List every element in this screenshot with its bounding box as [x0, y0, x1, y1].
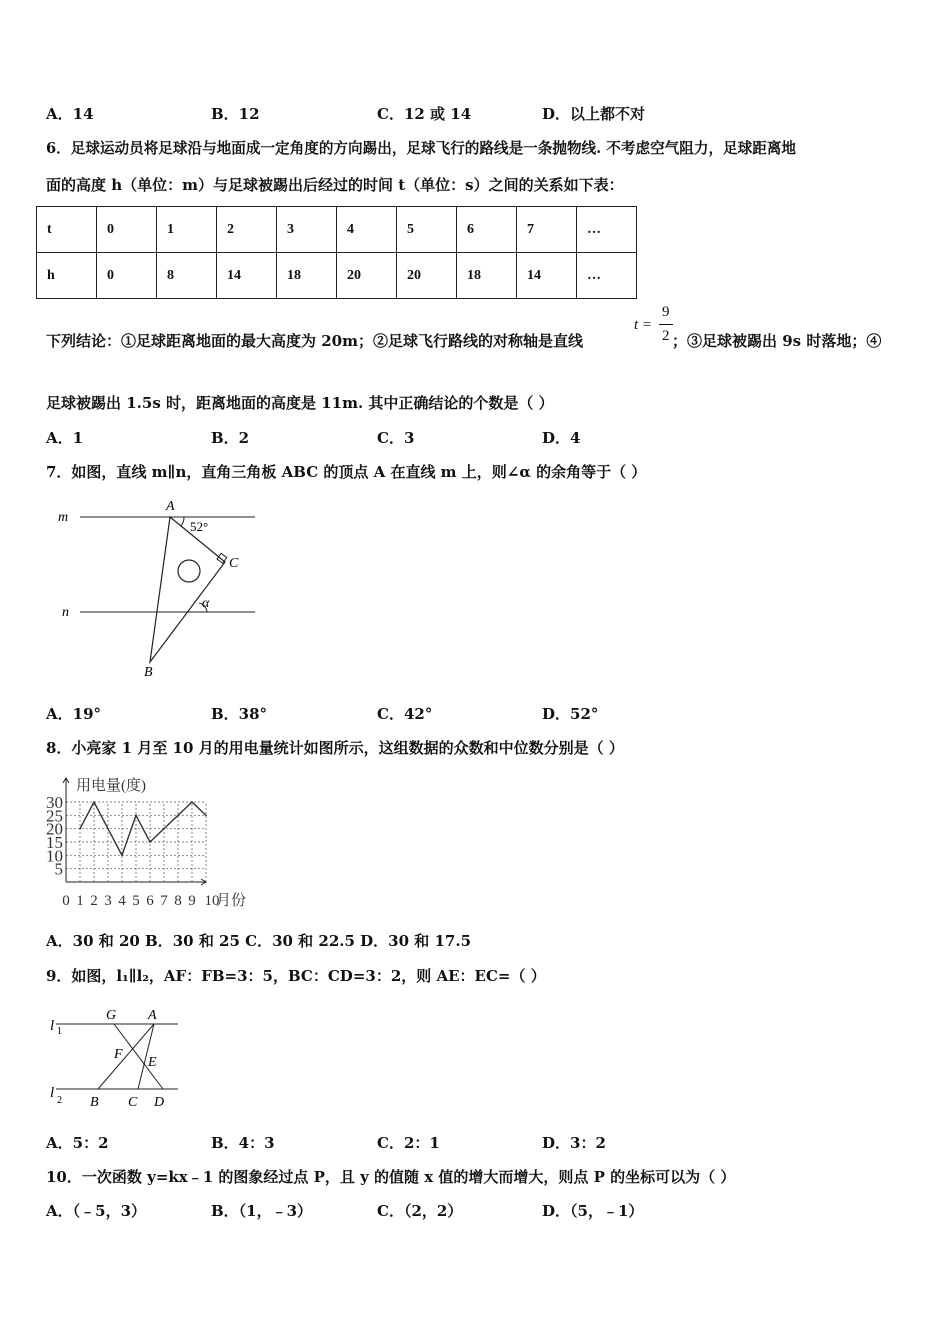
q7-option-c: C．42° [377, 705, 433, 723]
q5-option-d: D．以上都不对 [542, 105, 646, 123]
table-cell: 0 [97, 207, 157, 253]
x-tick-label: 4 [118, 893, 126, 909]
x-tick-label: 5 [132, 893, 140, 909]
x-axis-label: 月份 [216, 893, 247, 909]
data-point [177, 815, 179, 817]
q6-stem-line4: 足球被踢出 1.5s 时，距离地面的高度是 11m. 其中正确结论的个数是（ ） [46, 394, 554, 412]
table-cell: t [37, 207, 97, 253]
q10-stem: 10．一次函数 y=kx﹣1 的图象经过点 P，且 y 的值随 x 值的增大而增大，则点 P 的坐标可以为（ ） [46, 1168, 736, 1186]
table-cell: 8 [157, 253, 217, 299]
q7-triangle-figure [50, 492, 270, 682]
q9-option-c: C．2：1 [377, 1134, 440, 1152]
y-tick-label: 25 [46, 806, 63, 826]
label-d: D [154, 1095, 165, 1110]
y-tick-label: 10 [46, 846, 63, 866]
triangle-abc [150, 517, 225, 662]
label-m: m [58, 510, 69, 525]
data-point [135, 815, 137, 817]
label-a: A [148, 1008, 157, 1023]
label-n: n [62, 605, 69, 620]
data-point [191, 801, 193, 803]
q9-option-b: B．4：3 [211, 1134, 275, 1152]
label-b: B [90, 1095, 99, 1110]
table-row-h [37, 253, 637, 299]
table-cell: … [577, 253, 637, 299]
label-a: A [166, 499, 175, 514]
data-point [79, 828, 81, 830]
angle-52-arc [181, 517, 184, 526]
q8-stem: 8．小亮家 1 月至 10 月的用电量统计如图所示，这组数据的众数和中位数分别是（ ） [46, 739, 624, 757]
label-52-degrees: 52° [190, 519, 209, 534]
data-point [149, 841, 151, 843]
q7-option-a: A．19° [46, 705, 102, 723]
table-cell: 20 [397, 253, 457, 299]
q6-stem-line2: 面的高度 h（单位：m）与足球被踢出后经过的时间 t（单位：s）之间的关系如下表： [46, 176, 624, 194]
x-tick-label: 2 [90, 893, 98, 909]
table-cell: 20 [337, 253, 397, 299]
q6-option-a: A．1 [46, 429, 84, 447]
x-tick-label: 3 [104, 893, 112, 909]
table-cell: 3 [277, 207, 337, 253]
table-cell: 4 [337, 207, 397, 253]
x-tick-label: 7 [160, 893, 168, 909]
q10-option-a: A．（﹣5，3） [46, 1202, 147, 1220]
data-point [163, 828, 165, 830]
q5-option-c: C．12 或 14 [377, 105, 472, 123]
q6-stem-line3a: 下列结论：①足球距离地面的最大高度为 20m；②足球飞行路线的对称轴是直线 [46, 332, 583, 350]
q6-table [36, 206, 637, 299]
q9-option-d: D．3：2 [542, 1134, 606, 1152]
frac-denominator: 2 [662, 328, 670, 344]
x-tick-label: 0 [62, 893, 70, 909]
q10-option-d: D．（5，﹣1） [542, 1202, 644, 1220]
label-l2: l [50, 1085, 55, 1101]
q8-options: A．30 和 20 B．30 和 25 C．30 和 22.5 D．30 和 17.5 [46, 932, 472, 950]
electricity-usage-chart [44, 770, 256, 910]
q7-option-d: D．52° [542, 705, 599, 723]
label-c: C [229, 556, 239, 571]
frac-t: t = [634, 317, 653, 333]
table-cell: 7 [517, 207, 577, 253]
x-tick-label: 1 [76, 893, 84, 909]
table-cell: 14 [217, 253, 277, 299]
label-g: G [106, 1008, 117, 1023]
table-cell: h [37, 253, 97, 299]
table-cell: … [577, 207, 637, 253]
q10-option-b: B．（1，﹣3） [211, 1202, 313, 1220]
data-point [205, 815, 207, 817]
q9-stem: 9．如图，l₁∥l₂，AF：FB=3：5，BC：CD=3：2，则 AE：EC=（ ） [46, 967, 546, 985]
q6-option-b: B．2 [211, 429, 250, 447]
label-e: E [148, 1055, 157, 1070]
label-alpha: α [202, 596, 210, 611]
q9-parallel-lines-figure [44, 1000, 184, 1115]
x-tick-label: 9 [188, 893, 196, 909]
q7-option-b: B．38° [211, 705, 268, 723]
q6-stem-line3b: ；③足球被踢出 9s 时落地；④ [672, 332, 882, 350]
q10-option-c: C．（2，2） [377, 1202, 463, 1220]
label-f: F [114, 1047, 123, 1062]
q5-option-b: B．12 [211, 105, 260, 123]
q5-option-a: A．14 [46, 105, 94, 123]
triangle-hole [178, 560, 200, 582]
table-cell: 18 [277, 253, 337, 299]
table-cell: 2 [217, 207, 277, 253]
y-tick-label: 5 [54, 859, 63, 879]
label-l1: l [50, 1018, 55, 1034]
chart-title: 用电量(度) [76, 778, 146, 794]
x-tick-label: 10 [204, 893, 220, 909]
data-point [121, 855, 123, 857]
x-tick-label: 6 [146, 893, 154, 909]
label-b: B [144, 665, 153, 680]
data-point [93, 801, 95, 803]
table-cell: 18 [457, 253, 517, 299]
label-c: C [128, 1095, 138, 1110]
frac-numerator: 9 [662, 304, 670, 320]
q6-stem-line1: 6．足球运动员将足球沿与地面成一定角度的方向踢出，足球飞行的路线是一条抛物线. 不考虑空气阻力，足球距离地 [46, 140, 797, 157]
table-cell: 5 [397, 207, 457, 253]
y-tick-label: 20 [46, 819, 63, 839]
q6-option-d: D．4 [542, 429, 581, 447]
q9-option-a: A．5：2 [46, 1134, 109, 1152]
q7-stem: 7．如图，直线 m∥n，直角三角板 ABC 的顶点 A 在直线 m 上，则∠α 的余角等于（ ） [46, 463, 647, 481]
label-l1-sub: 1 [57, 1026, 62, 1037]
x-tick-label: 8 [174, 893, 182, 909]
y-tick-label: 30 [46, 793, 63, 812]
table-cell: 1 [157, 207, 217, 253]
table-cell: 0 [97, 253, 157, 299]
q6-option-c: C．3 [377, 429, 415, 447]
y-tick-label: 15 [46, 833, 63, 852]
data-point [107, 828, 109, 830]
table-cell: 6 [457, 207, 517, 253]
table-row-t [37, 207, 637, 253]
label-l2-sub: 2 [57, 1095, 62, 1106]
table-cell: 14 [517, 253, 577, 299]
